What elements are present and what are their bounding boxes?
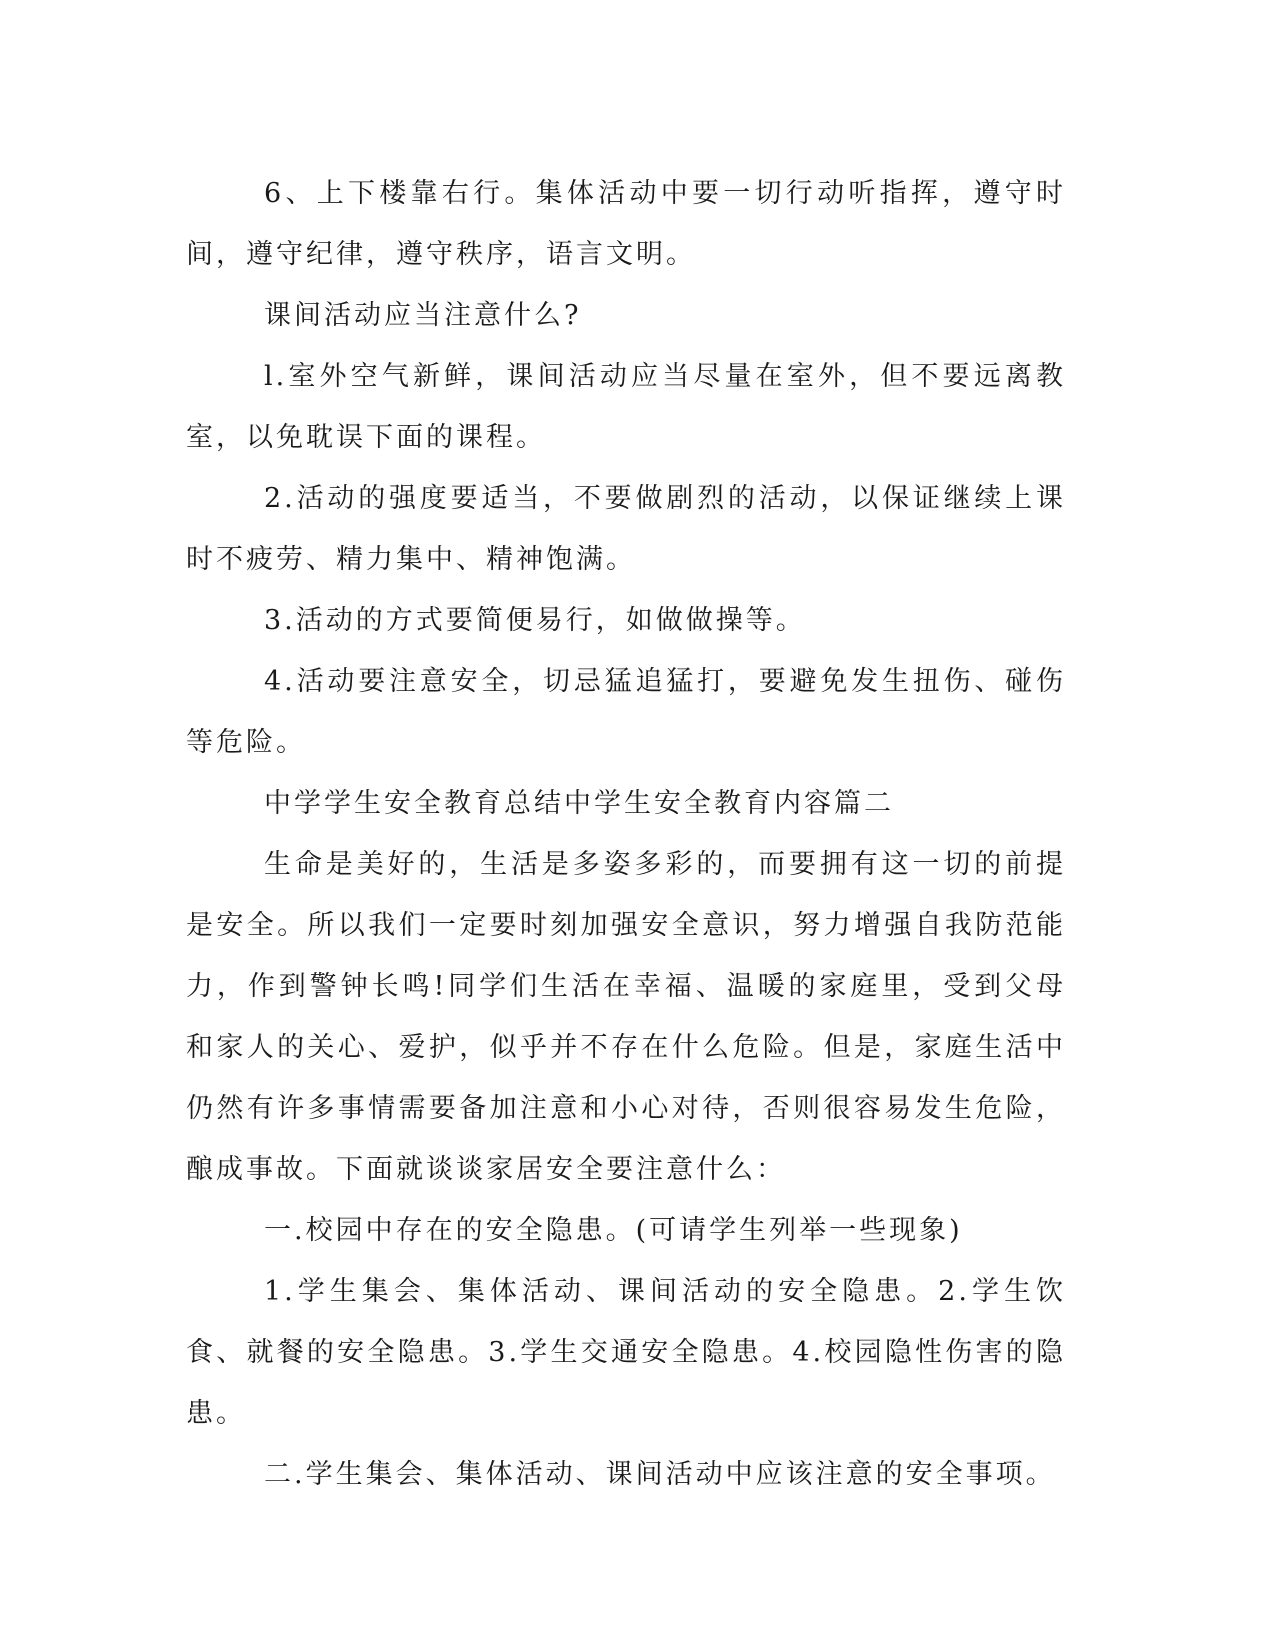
paragraph: 1.学生集会、集体活动、课间活动的安全隐患。2.学生饮食、就餐的安全隐患。3.学生交通安全隐患。4.校园隐性伤害的隐患。 (186, 1276, 1066, 1429)
section-heading: 中学学生安全教育总结中学生安全教育内容篇二 (264, 788, 894, 819)
paragraph: 4.活动要注意安全，切忌猛追猛打，要避免发生扭伤、碰伤等危险。 (186, 666, 1066, 758)
paragraph: 二.学生集会、集体活动、课间活动中应该注意的安全事项。 (264, 1459, 1056, 1490)
paragraph: 6、上下楼靠右行。集体活动中要一切行动听指挥，遵守时间，遵守纪律，遵守秩序，语言文明。 (186, 178, 1066, 270)
section-heading: 课间活动应当注意什么? (264, 300, 582, 331)
document-body (186, 163, 1066, 1505)
paragraph: 2.活动的强度要适当，不要做剧烈的活动，以保证继续上课时不疲劳、精力集中、精神饱满。 (186, 483, 1066, 575)
paragraph: l.室外空气新鲜，课间活动应当尽量在室外，但不要远离教室，以免耽误下面的课程。 (186, 361, 1066, 453)
paragraph: 3.活动的方式要简便易行，如做做操等。 (264, 605, 806, 636)
paragraph: 生命是美好的，生活是多姿多彩的，而要拥有这一切的前提是安全。所以我们一定要时刻加强安全意识，努力增强自我防范能力，作到警钟长鸣!同学们生活在幸福、温暖的家庭里，受到父母和家人的关心、爱护，似乎并不存在什么危险。但是，家庭生活中仍然有许多事情需要备加注意和小心对待，否则很容易发生危险，酿成事故。下面就谈谈家居安全要注意什么： (186, 849, 1066, 1185)
paragraph: 一.校园中存在的安全隐患。(可请学生列举一些现象) (264, 1215, 963, 1246)
